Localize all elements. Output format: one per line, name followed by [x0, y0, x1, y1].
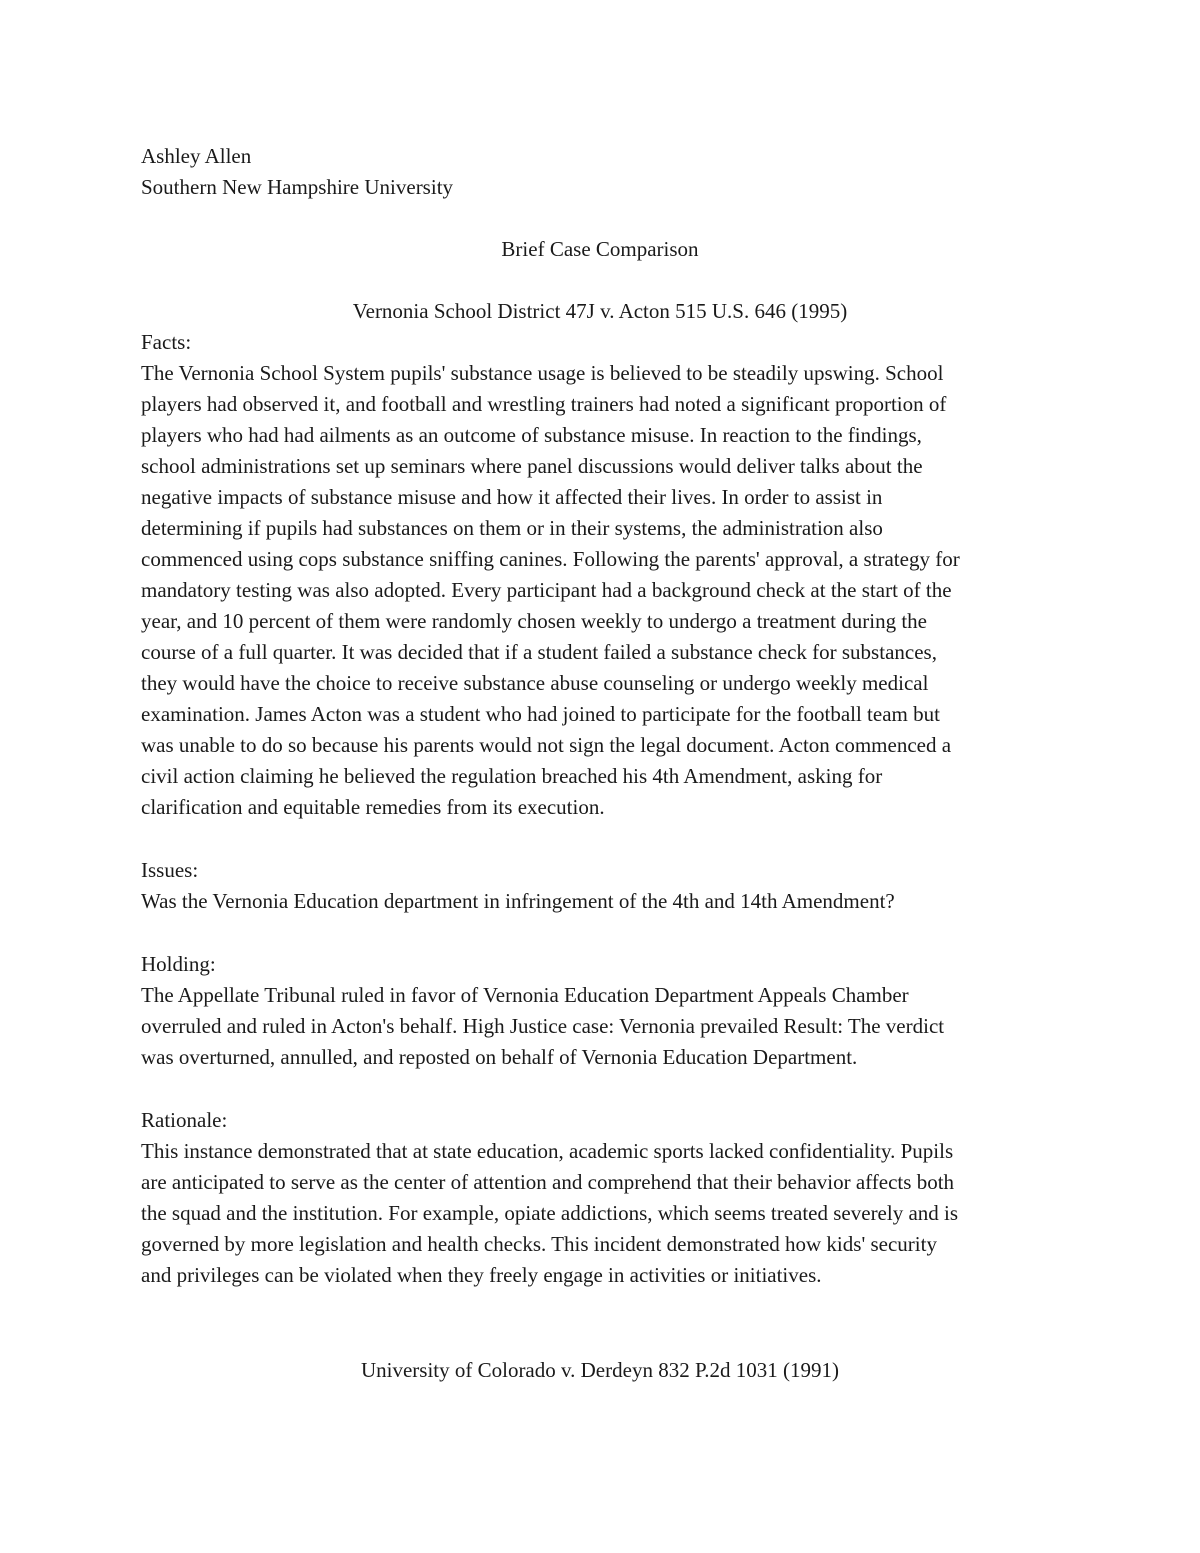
facts-line: players had observed it, and football and wrestling trainers had noted a significant proportion of	[141, 392, 947, 416]
facts-line: determining if pupils had substances on them or in their systems, the administration also	[141, 516, 883, 540]
rationale-line: are anticipated to serve as the center of attention and comprehend that their behavior affects both	[141, 1170, 955, 1194]
rationale-line: the squad and the institution. For example, opiate addictions, which seems treated severely and is	[141, 1201, 959, 1225]
issues-heading: Issues:	[141, 858, 199, 882]
facts-line: was unable to do so because his parents would not sign the legal document. Acton commenced a	[141, 733, 952, 757]
rationale-heading: Rationale:	[141, 1108, 228, 1132]
facts-line: examination. James Acton was a student who had joined to participate for the football team but	[141, 702, 940, 726]
holding-heading: Holding:	[141, 952, 216, 976]
facts-heading: Facts:	[141, 330, 192, 354]
issues-line: Was the Vernonia Education department in infringement of the 4th and 14th Amendment?	[141, 889, 895, 913]
facts-line: negative impacts of substance misuse and how it affected their lives. In order to assist in	[141, 485, 883, 509]
facts-line: commenced using cops substance sniffing canines. Following the parents' approval, a strategy for	[141, 547, 960, 571]
facts-line: year, and 10 percent of them were randomly chosen weekly to undergo a treatment during the	[141, 609, 927, 633]
facts-line: they would have the choice to receive substance abuse counseling or undergo weekly medical	[141, 671, 929, 695]
rationale-line: and privileges can be violated when they freely engage in activities or initiatives.	[141, 1263, 822, 1287]
facts-line: players who had had ailments as an outcome of substance misuse. In reaction to the findings,	[141, 423, 922, 447]
case1-citation: Vernonia School District 47J v. Acton 515 U.S. 646 (1995)	[352, 299, 848, 323]
holding-line: was overturned, annulled, and reposted on behalf of Vernonia Education Department.	[141, 1045, 858, 1069]
rationale-line: This instance demonstrated that at state education, academic sports lacked confidentiality. Pupils	[141, 1139, 954, 1163]
facts-line: civil action claiming he believed the regulation breached his 4th Amendment, asking for	[141, 764, 883, 788]
holding-line: The Appellate Tribunal ruled in favor of Vernonia Education Department Appeals Chamber	[141, 983, 909, 1007]
document-title: Brief Case Comparison	[501, 237, 699, 261]
holding-line: overruled and ruled in Acton's behalf. High Justice case: Vernonia prevailed Result: The verdict	[141, 1014, 945, 1038]
case2-citation: University of Colorado v. Derdeyn 832 P.2d 1031 (1991)	[360, 1358, 840, 1382]
rationale-line: governed by more legislation and health checks. This incident demonstrated how kids' security	[141, 1232, 937, 1256]
facts-line: course of a full quarter. It was decided that if a student failed a substance check for substances,	[141, 640, 937, 664]
facts-line: mandatory testing was also adopted. Every participant had a background check at the start of the	[141, 578, 952, 602]
facts-line: school administrations set up seminars where panel discussions would deliver talks about the	[141, 454, 923, 478]
facts-line: The Vernonia School System pupils' substance usage is believed to be steadily upswing. School	[141, 361, 944, 385]
institution-name: Southern New Hampshire University	[141, 175, 454, 199]
author-name: Ashley Allen	[141, 144, 252, 168]
facts-line: clarification and equitable remedies from its execution.	[141, 795, 605, 819]
